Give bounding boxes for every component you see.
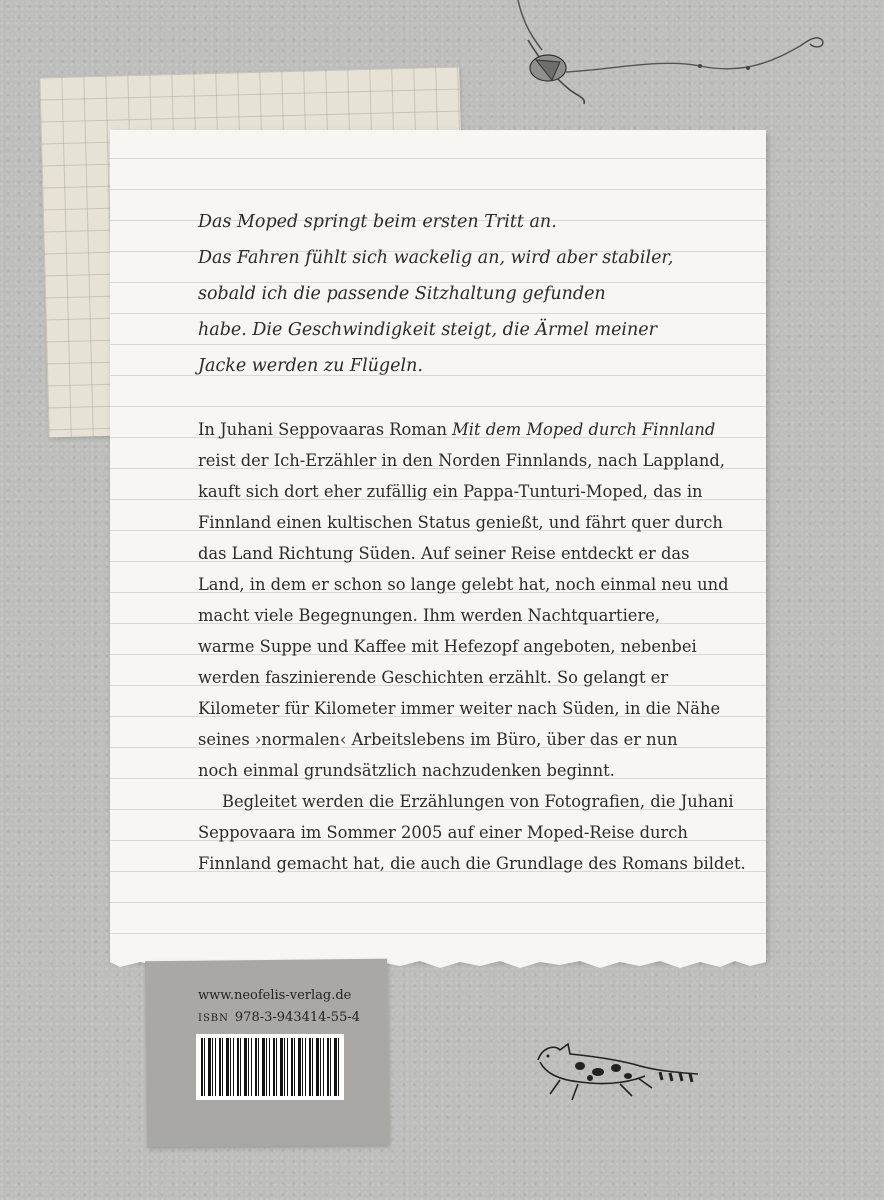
opening-quote xyxy=(198,204,758,384)
blurb-line-prefix: In Juhani Seppovaaras Roman xyxy=(198,420,453,439)
isbn-number: 978-3-943414-55-4 xyxy=(234,1010,360,1025)
isbn-label: ISBN xyxy=(198,1013,229,1024)
blurb-line: kauft sich dort eher zufällig ein Pappa-Tunturi-Moped, das in xyxy=(198,482,703,501)
blurb-line: Finnland einen kultischen Status genießt, und fährt quer durch xyxy=(198,513,723,532)
blurb-line: reist der Ich-Erzähler in den Norden Finnlands, nach Lappland, xyxy=(198,451,725,470)
blurb-line: Land, in dem er schon so lange gelebt hat, noch einmal neu und xyxy=(198,575,729,594)
quote-line: sobald ich die passende Sitzhaltung gefunden xyxy=(198,284,606,304)
quote-line: habe. Die Geschwindigkeit steigt, die Ärmel meiner xyxy=(198,320,658,340)
spotted-cat-icon xyxy=(520,1030,710,1110)
blurb-line: Finnland gemacht hat, die auch die Grundlage des Romans bildet. xyxy=(198,854,746,873)
blurb-text xyxy=(198,414,746,879)
blurb-line: das Land Richtung Süden. Auf seiner Reise entdeckt er das xyxy=(198,544,690,563)
quote-line: Das Fahren fühlt sich wackelig an, wird aber stabiler, xyxy=(198,248,674,268)
blurb-line: werden faszinierende Geschichten erzählt. So gelangt er xyxy=(198,668,669,687)
blurb-line xyxy=(198,414,738,445)
kite-doodle-icon xyxy=(500,0,840,130)
quote-line: Das Moped springt beim ersten Tritt an. xyxy=(198,212,557,232)
blurb-line: warme Suppe und Kaffee mit Hefezopf angeboten, nebenbei xyxy=(198,637,697,656)
publisher-website[interactable]: www.neofelis-verlag.de xyxy=(198,988,352,1003)
blurb-line: Kilometer für Kilometer immer weiter nach Süden, in die Nähe xyxy=(198,699,721,718)
isbn-line xyxy=(198,1010,360,1025)
barcode xyxy=(196,1034,344,1100)
blurb-line: Begleitet werden die Erzählungen von Fotografien, die Juhani xyxy=(222,792,734,811)
quote-line: Jacke werden zu Flügeln. xyxy=(198,356,423,376)
book-title: Mit dem Moped durch Finnland xyxy=(452,420,716,439)
blurb-line: seines ›normalen‹ Arbeitslebens im Büro, über das er nun xyxy=(198,730,678,749)
barcode-bars xyxy=(201,1038,339,1096)
blurb-line: Seppovaara im Sommer 2005 auf einer Moped-Reise durch xyxy=(198,823,688,842)
blurb-line: noch einmal grundsätzlich nachzudenken beginnt. xyxy=(198,761,615,780)
blurb-line: macht viele Begegnungen. Ihm werden Nachtquartiere, xyxy=(198,606,661,625)
